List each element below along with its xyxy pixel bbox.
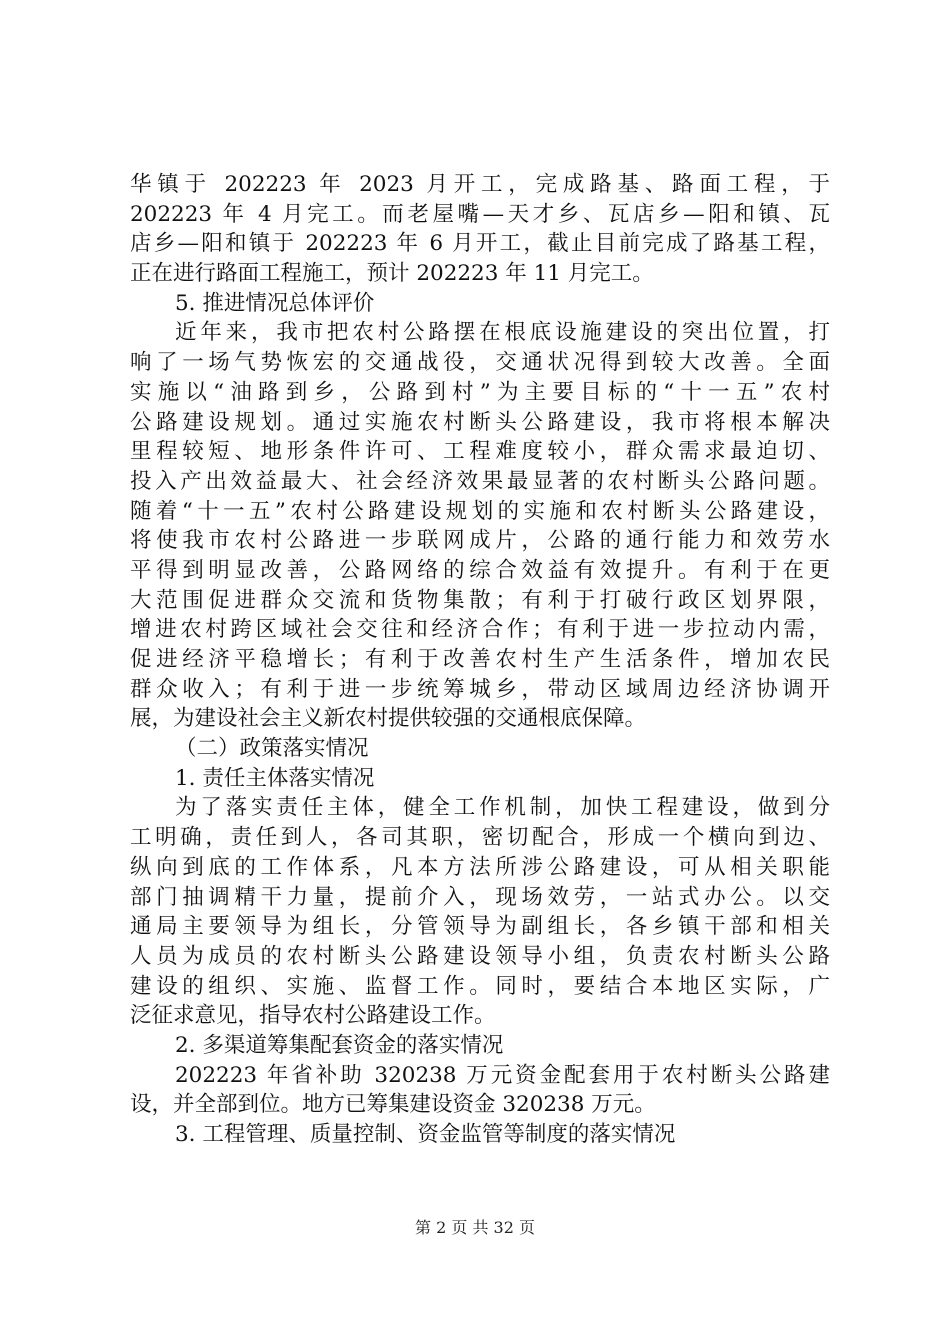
text-line: 里程较短、地形条件许可、工程难度较小，群众需求最迫切、 bbox=[130, 439, 830, 465]
text-line: 202223 年 4 月完工。而老屋嘴—天才乡、瓦店乡—阳和镇、瓦 bbox=[130, 201, 830, 227]
page-footer bbox=[0, 1218, 950, 1238]
text-line: 公路建设规划。通过实施农村断头公路建设，我市将根本解决 bbox=[130, 409, 830, 435]
text-line: 近年来，我市把农村公路摆在根底设施建设的突出位置，打 bbox=[175, 320, 830, 346]
text-line: 将使我市农村公路进一步联网成片，公路的通行能力和效劳水 bbox=[130, 528, 830, 554]
text-line: 展，为建设社会主义新农村提供较强的交通根底保障。 bbox=[130, 706, 647, 732]
text-line: 3. 工程管理、质量控制、资金监管等制度的落实情况 bbox=[175, 1122, 676, 1147]
text-line: 设，并全部到位。地方已筹集建设资金 320238 万元。 bbox=[130, 1092, 656, 1118]
text-line: 建设的组织、实施、监督工作。同时，要结合本地区实际，广 bbox=[130, 973, 830, 999]
text-line: 投入产出效益最大、社会经济效果最显著的农村断头公路问题。 bbox=[130, 468, 830, 494]
text-line: 泛征求意见，指导农村公路建设工作。 bbox=[130, 1003, 496, 1029]
text-line: 部门抽调精干力量，提前介入，现场效劳，一站式办公。以交 bbox=[130, 884, 830, 910]
text-line: 5. 推进情况总体评价 bbox=[175, 290, 375, 316]
text-line: 1. 责任主体落实情况 bbox=[175, 765, 375, 791]
text-line: 工明确，责任到人，各司其职，密切配合，形成一个横向到边、 bbox=[130, 825, 830, 851]
text-line: 平得到明显改善，公路网络的综合效益有效提升。有利于在更 bbox=[130, 557, 830, 583]
text-line: 响了一场气势恢宏的交通战役，交通状况得到较大改善。全面 bbox=[130, 350, 830, 376]
text-line: 通局主要领导为组长，分管领导为副组长，各乡镇干部和相关 bbox=[130, 914, 830, 940]
text-line: 华镇于 202223 年 2023 月开工，完成路基、路面工程，于 bbox=[130, 172, 830, 197]
page-number-label: 第 2 页 共 32 页 bbox=[415, 1218, 535, 1237]
text-line: 大范围促进群众交流和货物集散；有利于打破行政区划界限， bbox=[130, 587, 830, 613]
text-line: 2. 多渠道筹集配套资金的落实情况 bbox=[175, 1032, 504, 1058]
text-line: 促进经济平稳增长；有利于改善农村生产生活条件，增加农民 bbox=[130, 647, 830, 672]
document-body bbox=[130, 170, 830, 1150]
text-line: 为了落实责任主体，健全工作机制，加快工程建设，做到分 bbox=[175, 795, 830, 821]
text-line: 纵向到底的工作体系，凡本方法所涉公路建设，可从相关职能 bbox=[130, 854, 830, 880]
text-line: 人员为成员的农村断头公路建设领导小组，负责农村断头公路 bbox=[130, 943, 830, 969]
text-line: 随着“十一五”农村公路建设规划的实施和农村断头公路建设， bbox=[130, 498, 830, 524]
text-line: （二）政策落实情况 bbox=[175, 736, 369, 762]
text-line: 202223 年省补助 320238 万元资金配套用于农村断头公路建 bbox=[175, 1062, 830, 1088]
text-line: 群众收入；有利于进一步统筹城乡，带动区域周边经济协调开 bbox=[130, 676, 830, 702]
text-line: 实施以“油路到乡，公路到村”为主要目标的“十一五”农村 bbox=[130, 379, 830, 405]
text-line: 增进农村跨区域社会交往和经济合作；有利于进一步拉动内需， bbox=[130, 617, 830, 643]
text-line: 正在进行路面工程施工，预计 202223 年 11 月完工。 bbox=[130, 261, 654, 287]
text-line: 店乡—阳和镇于 202223 年 6 月开工，截止目前完成了路基工程， bbox=[130, 231, 830, 257]
